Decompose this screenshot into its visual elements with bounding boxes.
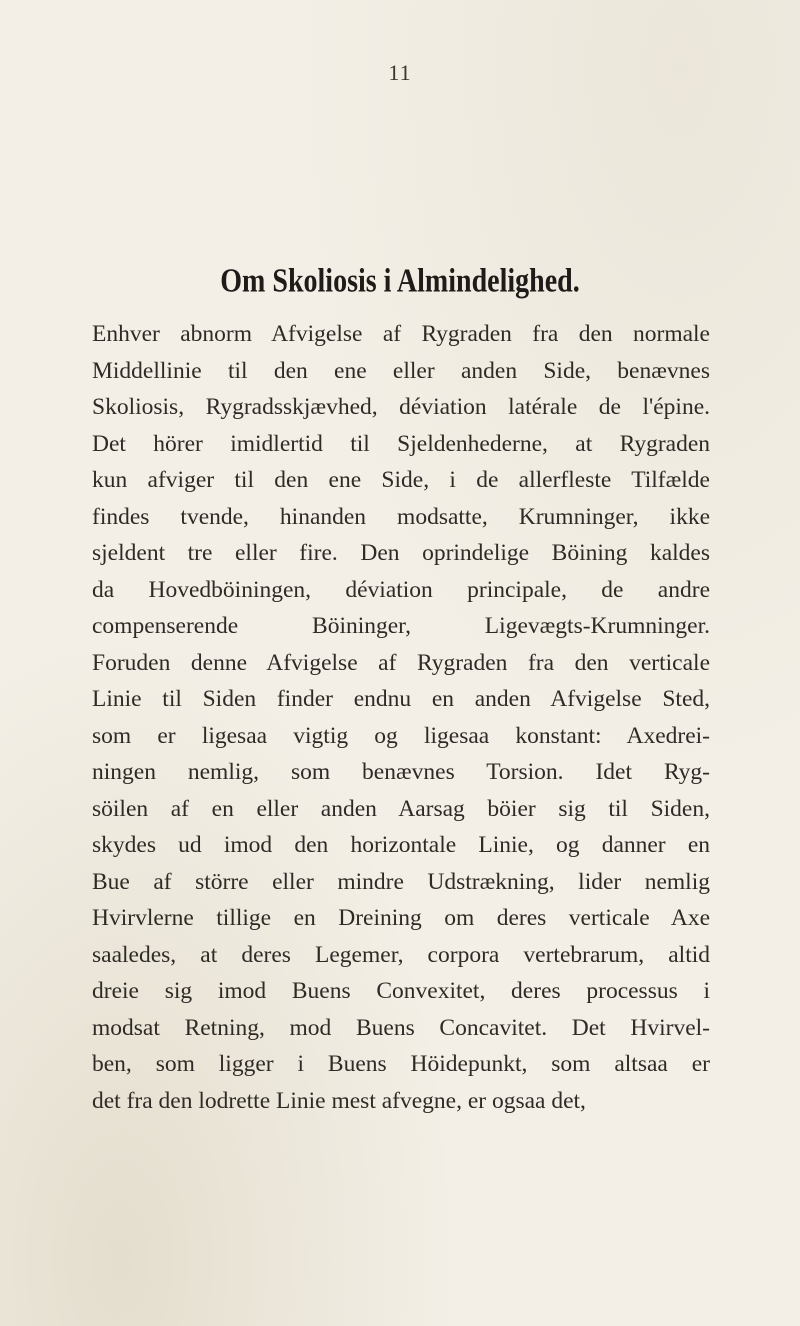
text-line: saaledes, at deres Legemer, corpora vertebrarum, altid: [92, 941, 710, 968]
page-number: 11: [388, 60, 412, 85]
text-line: dreie sig imod Buens Convexitet, deres processus i: [92, 978, 710, 1004]
body-text: [92, 316, 710, 1119]
text-line: Hvirvlerne tillige en Dreining om deres verticale Axe: [92, 905, 710, 931]
text-line: som er ligesaa vigtig og ligesaa konstant: Axedrei-: [92, 722, 710, 749]
text-line: modsat Retning, mod Buens Concavitet. Det Hvirvel-: [92, 1014, 710, 1041]
text-line: findes tvende, hinanden modsatte, Krumninger, ikke: [92, 503, 710, 530]
text-line: Enhver abnorm Afvigelse af Rygraden fra den normale: [92, 321, 710, 347]
text-line: Skoliosis, Rygradsskjævhed, déviation latérale de l'épine.: [92, 394, 710, 420]
text-line: compenserende Böininger, Ligevægts-Krumninger.: [92, 613, 710, 639]
text-line: det fra den lodrette Linie mest afvegne, er ogsaa det,: [92, 1087, 586, 1114]
text-line: ben, som ligger i Buens Höidepunkt, som altsaa er: [92, 1051, 710, 1077]
text-line: sjeldent tre eller fire. Den oprindelige Böining kaldes: [92, 540, 710, 566]
text-line: Bue af större eller mindre Udstrækning, lider nemlig: [92, 868, 710, 895]
text-line: Middellinie til den ene eller anden Side, benævnes: [92, 357, 710, 384]
text-line: Linie til Siden finder endnu en anden Afvigelse Sted,: [92, 686, 710, 712]
text-line: da Hovedböiningen, déviation principale, de andre: [92, 576, 710, 603]
text-line: skydes ud imod den horizontale Linie, og danner en: [92, 832, 710, 858]
text-line: Foruden denne Afvigelse af Rygraden fra den verticale: [92, 649, 710, 676]
chapter-title: Om Skoliosis i Almindelighed.: [220, 262, 580, 300]
text-line: ningen nemlig, som benævnes Torsion. Idet Ryg-: [92, 759, 710, 785]
text-line: Det hörer imidlertid til Sjeldenhederne, at Rygraden: [92, 430, 710, 457]
text-line: söilen af en eller anden Aarsag böier sig til Siden,: [92, 795, 710, 822]
text-line: kun afviger til den ene Side, i de allerfleste Tilfælde: [92, 467, 710, 493]
